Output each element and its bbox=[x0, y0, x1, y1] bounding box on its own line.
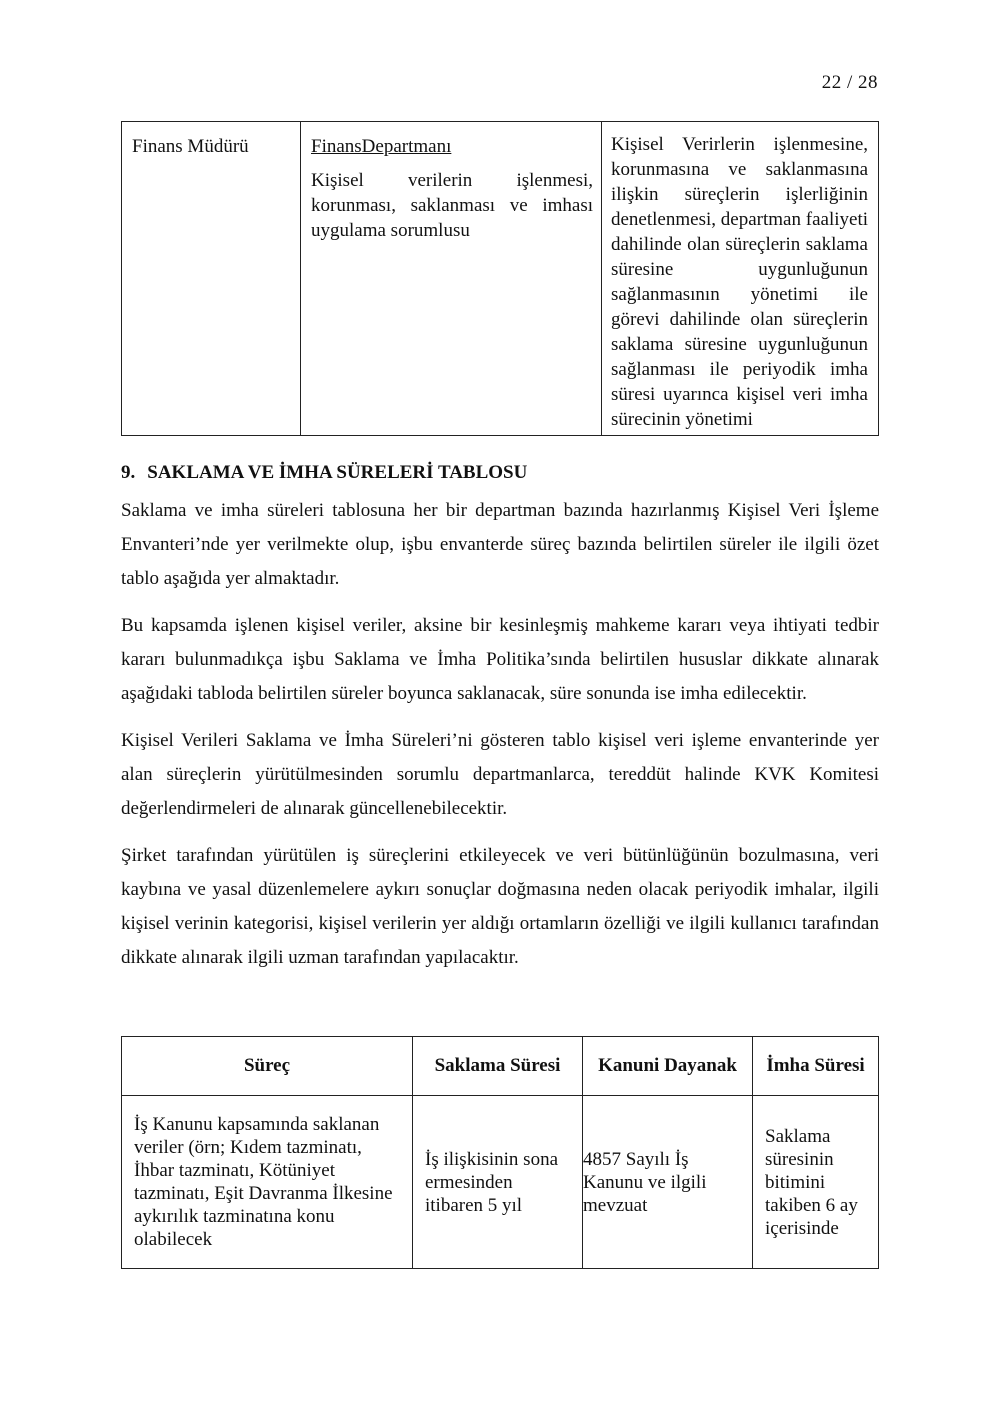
role-name: Finans Müdürü bbox=[132, 136, 249, 157]
duties-cell: Kişisel Verirlerin işlenmesine, korunmasına ve saklanmasına ilişkin süreçlerin işlerliğinin denetlenmesi, departman faaliyeti dahilinde olan süreçlerin saklama süresine uygunluğunun sağlanmasının yönetimi ile görevi dahilinde olan süreçlerin saklama süresine uygunluğunun sağlanması ile periyodik imha süresi uyarınca kişisel veri imha sürecinin yönetimi bbox=[602, 122, 879, 436]
section-number: 9. bbox=[121, 462, 136, 483]
department-name: FinansDepartmanı bbox=[311, 136, 452, 157]
paragraph: Saklama ve imha süreleri tablosuna her bir departman bazında hazırlanmış Kişisel Veri İşleme Envanteri’nde yer verilmekte olup, işbu envanterde süreç bazında belirtilen süreler ile ilgili özet tablo aşağıda yer almaktadır. bbox=[121, 500, 879, 589]
responsibility-table bbox=[121, 121, 879, 436]
table-row bbox=[122, 122, 879, 436]
process-cell: İş Kanunu kapsamında saklanan veriler (örn; Kıdem tazminatı, İhbar tazminatı, Kötüniyet tazminatı, Eşit Davranma İlkesine aykırılık tazminatına konu olabilecek bbox=[122, 1096, 413, 1269]
header-retention: Saklama Süresi bbox=[413, 1037, 583, 1096]
section-heading bbox=[121, 462, 527, 484]
page-number: 22 / 28 bbox=[821, 72, 878, 93]
header-destruction: İmha Süresi bbox=[753, 1037, 879, 1096]
retention-cell: İş ilişkisinin sona ermesinden itibaren 5 yıl bbox=[413, 1096, 583, 1269]
retention-table bbox=[121, 1036, 879, 1269]
header-process: Süreç bbox=[122, 1037, 413, 1096]
legal-basis-cell: 4857 Sayılı İş Kanunu ve ilgili mevzuat bbox=[583, 1096, 753, 1269]
paragraph: Şirket tarafından yürütülen iş süreçlerini etkileyecek ve veri bütünlüğünün bozulmasına, veri kaybına ve yasal düzenlemelere aykırı sonuçlar doğmasına neden olacak periyodik imhalar, ilgili kişisel verinin kategorisi, kişisel verilerin yer aldığı ortamların özelliği ve ilgili kullanıcı tarafından dikkate alınarak ilgili uzman tarafından yapılacaktır. bbox=[121, 845, 879, 968]
header-legal-basis: Kanuni Dayanak bbox=[583, 1037, 753, 1096]
department-role: Kişisel verilerin işlenmesi, korunması, saklanması ve imhası uygulama sorumlusu bbox=[311, 170, 593, 241]
paragraph: Bu kapsamda işlenen kişisel veriler, aksine bir kesinleşmiş mahkeme kararı veya ihtiyati tedbir kararı bulunmadıkça işbu Saklama ve İmha Politika’sında belirtilen hususlar dikkate alınarak aşağıdaki tabloda belirtilen süreler boyunca saklanacak, süre sonunda ise imha edilecektir. bbox=[121, 615, 879, 704]
department-cell bbox=[301, 122, 602, 436]
destruction-cell: Saklama süresinin bitimini takiben 6 ay içerisinde bbox=[753, 1096, 879, 1269]
table-row bbox=[122, 1096, 879, 1269]
table-header-row bbox=[122, 1037, 879, 1096]
paragraph: Kişisel Verileri Saklama ve İmha Süreleri’ni gösteren tablo kişisel veri işleme envanterinde yer alan süreçlerin yürütülmesinden sorumlu departmanlarca, tereddüt halinde KVK Komitesi değerlendirmeleri de alınarak güncellenebilecektir. bbox=[121, 730, 879, 819]
section-title: SAKLAMA VE İMHA SÜRELERİ TABLOSU bbox=[147, 462, 528, 483]
role-cell bbox=[122, 122, 301, 436]
